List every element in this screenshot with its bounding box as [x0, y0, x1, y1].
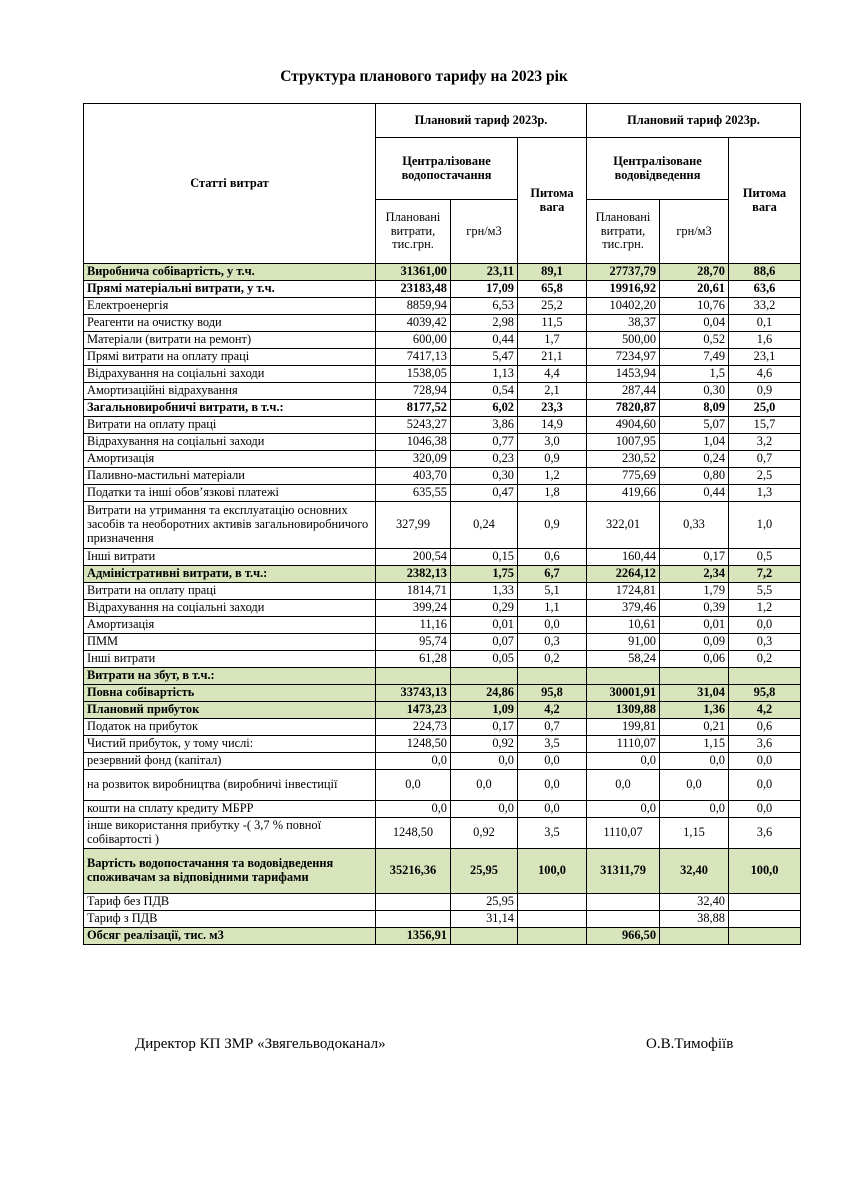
supply-per-m3-cell: 0,54	[451, 383, 518, 400]
supply-share-cell: 23,3	[518, 400, 587, 417]
supply-share-cell: 100,0	[518, 849, 587, 894]
drain-planned-costs-cell: 160,44	[587, 549, 660, 566]
supply-share-cell	[518, 911, 587, 928]
drain-share-cell: 0,0	[729, 770, 801, 801]
header-plan-tariff-supply: Плановий тариф 2023р.	[376, 104, 587, 138]
drain-planned-costs-cell: 1110,07	[587, 818, 660, 849]
drain-share-cell: 1,0	[729, 502, 801, 549]
drain-planned-costs-cell: 7820,87	[587, 400, 660, 417]
drain-planned-costs-cell: 966,50	[587, 928, 660, 945]
cost-item-name: Податок на прибуток	[84, 719, 376, 736]
cost-item-name: кошти на сплату кредиту МБРР	[84, 801, 376, 818]
cost-item-name: Загальновиробничі витрати, в т.ч.:	[84, 400, 376, 417]
supply-per-m3-cell: 1,13	[451, 366, 518, 383]
table-row	[84, 770, 801, 801]
supply-per-m3-cell: 31,14	[451, 911, 518, 928]
drain-share-cell: 0,0	[729, 801, 801, 818]
cost-item-name: інше використання прибутку -( 3,7 % повної собівартості )	[84, 818, 376, 849]
table-row	[84, 549, 801, 566]
drain-planned-costs-cell: 379,46	[587, 600, 660, 617]
drain-per-m3-cell: 0,0	[660, 801, 729, 818]
supply-planned-costs-cell: 8177,52	[376, 400, 451, 417]
drain-per-m3-cell: 0,39	[660, 600, 729, 617]
supply-planned-costs-cell: 0,0	[376, 801, 451, 818]
supply-planned-costs-cell: 1248,50	[376, 818, 451, 849]
supply-share-cell: 4,2	[518, 702, 587, 719]
table-row	[84, 417, 801, 434]
supply-planned-costs-cell: 1356,91	[376, 928, 451, 945]
supply-share-cell: 2,1	[518, 383, 587, 400]
supply-share-cell: 0,0	[518, 617, 587, 634]
cost-item-name: Інші витрати	[84, 549, 376, 566]
cost-item-name: Відрахування на соціальні заходи	[84, 600, 376, 617]
drain-share-cell	[729, 911, 801, 928]
drain-per-m3-cell: 0,21	[660, 719, 729, 736]
supply-planned-costs-cell: 1473,23	[376, 702, 451, 719]
drain-per-m3-cell: 0,80	[660, 468, 729, 485]
header-water-supply: Централізоване водопостачання	[376, 138, 518, 200]
drain-planned-costs-cell: 38,37	[587, 315, 660, 332]
supply-planned-costs-cell: 635,55	[376, 485, 451, 502]
table-row	[84, 315, 801, 332]
cost-item-name: Адміністративні витрати, в т.ч.:	[84, 566, 376, 583]
drain-share-cell: 0,0	[729, 617, 801, 634]
supply-planned-costs-cell: 1538,05	[376, 366, 451, 383]
supply-planned-costs-cell: 399,24	[376, 600, 451, 617]
table-row	[84, 651, 801, 668]
drain-share-cell: 0,1	[729, 315, 801, 332]
drain-planned-costs-cell: 1007,95	[587, 434, 660, 451]
supply-planned-costs-cell: 23183,48	[376, 281, 451, 298]
table-row	[84, 911, 801, 928]
drain-share-cell: 100,0	[729, 849, 801, 894]
supply-per-m3-cell: 0,29	[451, 600, 518, 617]
cost-item-name: Амортизаційні відрахування	[84, 383, 376, 400]
signature-position: Директор КП ЗМР «Звягельводоканал»	[135, 1036, 386, 1052]
drain-per-m3-cell: 38,88	[660, 911, 729, 928]
cost-item-name: Тариф з ПДВ	[84, 911, 376, 928]
cost-item-name: Податки та інші обов’язкові платежі	[84, 485, 376, 502]
drain-per-m3-cell: 0,0	[660, 770, 729, 801]
table-row	[84, 668, 801, 685]
supply-planned-costs-cell: 8859,94	[376, 298, 451, 315]
supply-planned-costs-cell	[376, 894, 451, 911]
drain-share-cell: 3,6	[729, 818, 801, 849]
cost-item-name: Виробнича собівартість, у т.ч.	[84, 264, 376, 281]
drain-planned-costs-cell: 0,0	[587, 753, 660, 770]
drain-per-m3-cell: 0,0	[660, 753, 729, 770]
drain-per-m3-cell	[660, 668, 729, 685]
supply-per-m3-cell: 0,07	[451, 634, 518, 651]
drain-per-m3-cell: 0,44	[660, 485, 729, 502]
supply-per-m3-cell: 3,86	[451, 417, 518, 434]
supply-per-m3-cell: 0,15	[451, 549, 518, 566]
supply-per-m3-cell: 5,47	[451, 349, 518, 366]
drain-per-m3-cell: 28,70	[660, 264, 729, 281]
drain-share-cell: 0,2	[729, 651, 801, 668]
drain-per-m3-cell: 0,33	[660, 502, 729, 549]
drain-share-cell: 0,3	[729, 634, 801, 651]
drain-per-m3-cell: 20,61	[660, 281, 729, 298]
supply-share-cell: 0,6	[518, 549, 587, 566]
drain-planned-costs-cell: 4904,60	[587, 417, 660, 434]
supply-share-cell: 3,0	[518, 434, 587, 451]
supply-planned-costs-cell: 35216,36	[376, 849, 451, 894]
supply-share-cell: 0,2	[518, 651, 587, 668]
supply-planned-costs-cell: 33743,13	[376, 685, 451, 702]
supply-planned-costs-cell: 1248,50	[376, 736, 451, 753]
supply-per-m3-cell: 23,11	[451, 264, 518, 281]
supply-share-cell: 0,0	[518, 801, 587, 818]
drain-planned-costs-cell: 0,0	[587, 770, 660, 801]
drain-share-cell: 3,6	[729, 736, 801, 753]
drain-planned-costs-cell	[587, 894, 660, 911]
drain-share-cell: 95,8	[729, 685, 801, 702]
supply-share-cell: 6,7	[518, 566, 587, 583]
drain-planned-costs-cell: 91,00	[587, 634, 660, 651]
drain-per-m3-cell	[660, 928, 729, 945]
supply-share-cell: 11,5	[518, 315, 587, 332]
supply-per-m3-cell: 1,09	[451, 702, 518, 719]
drain-planned-costs-cell: 10,61	[587, 617, 660, 634]
header-per-m3-drain: грн/м3	[660, 200, 729, 264]
drain-per-m3-cell: 32,40	[660, 849, 729, 894]
cost-item-name: Обсяг реалізації, тис. м3	[84, 928, 376, 945]
supply-per-m3-cell: 6,02	[451, 400, 518, 417]
header-share-supply: Питома вага	[518, 138, 587, 264]
supply-per-m3-cell: 17,09	[451, 281, 518, 298]
supply-share-cell	[518, 668, 587, 685]
supply-share-cell: 0,9	[518, 502, 587, 549]
cost-item-name: Витрати на оплату праці	[84, 417, 376, 434]
drain-planned-costs-cell: 1724,81	[587, 583, 660, 600]
supply-planned-costs-cell: 200,54	[376, 549, 451, 566]
drain-share-cell: 5,5	[729, 583, 801, 600]
table-row	[84, 566, 801, 583]
supply-share-cell: 89,1	[518, 264, 587, 281]
table-row	[84, 818, 801, 849]
supply-per-m3-cell: 2,98	[451, 315, 518, 332]
drain-share-cell: 88,6	[729, 264, 801, 281]
supply-planned-costs-cell: 1814,71	[376, 583, 451, 600]
supply-per-m3-cell: 1,33	[451, 583, 518, 600]
supply-per-m3-cell: 0,77	[451, 434, 518, 451]
drain-per-m3-cell: 0,09	[660, 634, 729, 651]
supply-per-m3-cell: 0,47	[451, 485, 518, 502]
table-row	[84, 400, 801, 417]
drain-planned-costs-cell: 230,52	[587, 451, 660, 468]
table-row	[84, 298, 801, 315]
supply-planned-costs-cell: 7417,13	[376, 349, 451, 366]
supply-per-m3-cell: 0,0	[451, 753, 518, 770]
header-share-drain: Питома вага	[729, 138, 801, 264]
drain-per-m3-cell: 0,24	[660, 451, 729, 468]
supply-per-m3-cell: 6,53	[451, 298, 518, 315]
table-row	[84, 485, 801, 502]
supply-per-m3-cell	[451, 668, 518, 685]
supply-share-cell: 5,1	[518, 583, 587, 600]
supply-per-m3-cell: 0,23	[451, 451, 518, 468]
supply-share-cell: 0,9	[518, 451, 587, 468]
supply-planned-costs-cell: 320,09	[376, 451, 451, 468]
table-row	[84, 349, 801, 366]
drain-planned-costs-cell: 775,69	[587, 468, 660, 485]
cost-item-name: Прямі витрати на оплату праці	[84, 349, 376, 366]
tariff-structure-table	[83, 103, 801, 945]
drain-share-cell	[729, 928, 801, 945]
cost-item-name: Витрати на утримання та експлуатацію основних засобів та необоротних активів загальновиробничого призначення	[84, 502, 376, 549]
drain-planned-costs-cell	[587, 911, 660, 928]
drain-share-cell: 4,6	[729, 366, 801, 383]
supply-planned-costs-cell	[376, 911, 451, 928]
supply-share-cell: 14,9	[518, 417, 587, 434]
drain-per-m3-cell: 1,15	[660, 818, 729, 849]
supply-planned-costs-cell: 11,16	[376, 617, 451, 634]
table-row	[84, 502, 801, 549]
supply-per-m3-cell: 0,92	[451, 736, 518, 753]
table-row	[84, 634, 801, 651]
drain-per-m3-cell: 1,15	[660, 736, 729, 753]
drain-share-cell: 1,3	[729, 485, 801, 502]
cost-item-name: Амортизація	[84, 451, 376, 468]
supply-per-m3-cell: 0,05	[451, 651, 518, 668]
drain-planned-costs-cell	[587, 668, 660, 685]
drain-share-cell: 3,2	[729, 434, 801, 451]
supply-per-m3-cell: 1,75	[451, 566, 518, 583]
supply-per-m3-cell	[451, 928, 518, 945]
drain-share-cell: 0,9	[729, 383, 801, 400]
supply-planned-costs-cell: 728,94	[376, 383, 451, 400]
drain-planned-costs-cell: 19916,92	[587, 281, 660, 298]
supply-per-m3-cell: 0,01	[451, 617, 518, 634]
cost-item-name: Плановий прибуток	[84, 702, 376, 719]
cost-item-name: Відрахування на соціальні заходи	[84, 366, 376, 383]
header-per-m3-supply: грн/м3	[451, 200, 518, 264]
supply-share-cell: 0,0	[518, 770, 587, 801]
supply-per-m3-cell: 25,95	[451, 894, 518, 911]
supply-share-cell	[518, 894, 587, 911]
supply-share-cell: 0,0	[518, 753, 587, 770]
drain-per-m3-cell: 0,30	[660, 383, 729, 400]
drain-planned-costs-cell: 199,81	[587, 719, 660, 736]
supply-planned-costs-cell: 0,0	[376, 770, 451, 801]
supply-share-cell: 1,8	[518, 485, 587, 502]
supply-planned-costs-cell: 95,74	[376, 634, 451, 651]
supply-share-cell: 25,2	[518, 298, 587, 315]
drain-share-cell: 15,7	[729, 417, 801, 434]
supply-share-cell: 95,8	[518, 685, 587, 702]
cost-item-name: Реагенти на очистку води	[84, 315, 376, 332]
drain-planned-costs-cell: 1110,07	[587, 736, 660, 753]
table-row	[84, 332, 801, 349]
drain-per-m3-cell: 7,49	[660, 349, 729, 366]
supply-per-m3-cell: 24,86	[451, 685, 518, 702]
header-plan-tariff-drain: Плановий тариф 2023р.	[587, 104, 801, 138]
table-row	[84, 753, 801, 770]
drain-planned-costs-cell: 58,24	[587, 651, 660, 668]
cost-item-name: резервний фонд (капітал)	[84, 753, 376, 770]
table-row	[84, 434, 801, 451]
drain-share-cell: 4,2	[729, 702, 801, 719]
supply-planned-costs-cell: 1046,38	[376, 434, 451, 451]
supply-share-cell: 21,1	[518, 349, 587, 366]
supply-share-cell: 1,1	[518, 600, 587, 617]
supply-per-m3-cell: 0,92	[451, 818, 518, 849]
table-row	[84, 264, 801, 281]
drain-per-m3-cell: 10,76	[660, 298, 729, 315]
drain-per-m3-cell: 32,40	[660, 894, 729, 911]
drain-per-m3-cell: 0,04	[660, 315, 729, 332]
supply-per-m3-cell: 0,0	[451, 770, 518, 801]
supply-planned-costs-cell: 61,28	[376, 651, 451, 668]
cost-item-name: ПММ	[84, 634, 376, 651]
drain-per-m3-cell: 0,52	[660, 332, 729, 349]
supply-share-cell: 0,7	[518, 719, 587, 736]
cost-item-name: Прямі матеріальні витрати, у т.ч.	[84, 281, 376, 298]
table-row	[84, 928, 801, 945]
drain-planned-costs-cell: 31311,79	[587, 849, 660, 894]
header-planned-costs-drain: Плановані витрати, тис.грн.	[587, 200, 660, 264]
supply-per-m3-cell: 25,95	[451, 849, 518, 894]
table-row	[84, 600, 801, 617]
table-row	[84, 736, 801, 753]
drain-planned-costs-cell: 10402,20	[587, 298, 660, 315]
table-row	[84, 583, 801, 600]
cost-item-name: Тариф без ПДВ	[84, 894, 376, 911]
supply-planned-costs-cell: 31361,00	[376, 264, 451, 281]
table-row	[84, 685, 801, 702]
supply-share-cell: 3,5	[518, 818, 587, 849]
drain-planned-costs-cell: 7234,97	[587, 349, 660, 366]
header-cost-items: Статті витрат	[84, 104, 376, 264]
table-row	[84, 894, 801, 911]
drain-share-cell: 33,2	[729, 298, 801, 315]
cost-item-name: Відрахування на соціальні заходи	[84, 434, 376, 451]
drain-share-cell: 0,0	[729, 753, 801, 770]
drain-per-m3-cell: 0,06	[660, 651, 729, 668]
table-row	[84, 281, 801, 298]
drain-planned-costs-cell: 0,0	[587, 801, 660, 818]
drain-share-cell: 0,6	[729, 719, 801, 736]
supply-planned-costs-cell: 403,70	[376, 468, 451, 485]
cost-item-name: Електроенергія	[84, 298, 376, 315]
drain-per-m3-cell: 1,36	[660, 702, 729, 719]
supply-share-cell: 1,2	[518, 468, 587, 485]
table-row	[84, 468, 801, 485]
drain-share-cell: 1,6	[729, 332, 801, 349]
table-row	[84, 617, 801, 634]
drain-planned-costs-cell: 322,01	[587, 502, 660, 549]
supply-share-cell: 65,8	[518, 281, 587, 298]
cost-item-name: Паливно-мастильні матеріали	[84, 468, 376, 485]
table-row	[84, 849, 801, 894]
supply-share-cell	[518, 928, 587, 945]
drain-per-m3-cell: 0,17	[660, 549, 729, 566]
drain-planned-costs-cell: 1309,88	[587, 702, 660, 719]
drain-share-cell: 25,0	[729, 400, 801, 417]
supply-share-cell: 3,5	[518, 736, 587, 753]
supply-per-m3-cell: 0,0	[451, 801, 518, 818]
supply-per-m3-cell: 0,30	[451, 468, 518, 485]
drain-per-m3-cell: 1,79	[660, 583, 729, 600]
table-row	[84, 702, 801, 719]
table-row	[84, 801, 801, 818]
drain-share-cell: 1,2	[729, 600, 801, 617]
supply-planned-costs-cell: 2382,13	[376, 566, 451, 583]
document-title: Структура планового тарифу на 2023 рік	[280, 68, 568, 85]
supply-planned-costs-cell: 224,73	[376, 719, 451, 736]
drain-planned-costs-cell: 500,00	[587, 332, 660, 349]
cost-item-name: Повна собівартість	[84, 685, 376, 702]
supply-per-m3-cell: 0,44	[451, 332, 518, 349]
drain-share-cell: 0,5	[729, 549, 801, 566]
drain-share-cell: 23,1	[729, 349, 801, 366]
supply-planned-costs-cell: 4039,42	[376, 315, 451, 332]
supply-share-cell: 1,7	[518, 332, 587, 349]
supply-share-cell: 0,3	[518, 634, 587, 651]
drain-share-cell: 0,7	[729, 451, 801, 468]
drain-per-m3-cell: 1,5	[660, 366, 729, 383]
table-row	[84, 383, 801, 400]
drain-per-m3-cell: 8,09	[660, 400, 729, 417]
drain-planned-costs-cell: 30001,91	[587, 685, 660, 702]
cost-item-name: Матеріали (витрати на ремонт)	[84, 332, 376, 349]
drain-per-m3-cell: 31,04	[660, 685, 729, 702]
cost-item-name: Інші витрати	[84, 651, 376, 668]
supply-planned-costs-cell: 327,99	[376, 502, 451, 549]
drain-planned-costs-cell: 2264,12	[587, 566, 660, 583]
table-row	[84, 451, 801, 468]
drain-share-cell: 2,5	[729, 468, 801, 485]
drain-planned-costs-cell: 419,66	[587, 485, 660, 502]
table-row	[84, 719, 801, 736]
header-planned-costs-supply: Плановані витрати, тис.грн.	[376, 200, 451, 264]
table-row	[84, 366, 801, 383]
drain-per-m3-cell: 0,01	[660, 617, 729, 634]
cost-item-name: Чистий прибуток, у тому числі:	[84, 736, 376, 753]
signatory-name: О.В.Тимофіїв	[646, 1036, 734, 1052]
cost-item-name: на розвиток виробництва (виробничі інвестиції	[84, 770, 376, 801]
supply-per-m3-cell: 0,24	[451, 502, 518, 549]
drain-share-cell: 63,6	[729, 281, 801, 298]
cost-item-name: Амортизація	[84, 617, 376, 634]
drain-share-cell	[729, 668, 801, 685]
drain-planned-costs-cell: 27737,79	[587, 264, 660, 281]
drain-share-cell: 7,2	[729, 566, 801, 583]
table-body	[84, 264, 801, 945]
supply-per-m3-cell: 0,17	[451, 719, 518, 736]
drain-share-cell	[729, 894, 801, 911]
drain-planned-costs-cell: 1453,94	[587, 366, 660, 383]
drain-per-m3-cell: 5,07	[660, 417, 729, 434]
drain-per-m3-cell: 2,34	[660, 566, 729, 583]
supply-planned-costs-cell: 5243,27	[376, 417, 451, 434]
cost-item-name: Витрати на збут, в т.ч.:	[84, 668, 376, 685]
cost-item-name: Витрати на оплату праці	[84, 583, 376, 600]
supply-planned-costs-cell	[376, 668, 451, 685]
supply-share-cell: 4,4	[518, 366, 587, 383]
supply-planned-costs-cell: 600,00	[376, 332, 451, 349]
supply-planned-costs-cell: 0,0	[376, 753, 451, 770]
cost-item-name: Вартість водопостачання та водовідведення споживачам за відповідними тарифами	[84, 849, 376, 894]
drain-planned-costs-cell: 287,44	[587, 383, 660, 400]
drain-per-m3-cell: 1,04	[660, 434, 729, 451]
header-water-drain: Централізоване водовідведення	[587, 138, 729, 200]
